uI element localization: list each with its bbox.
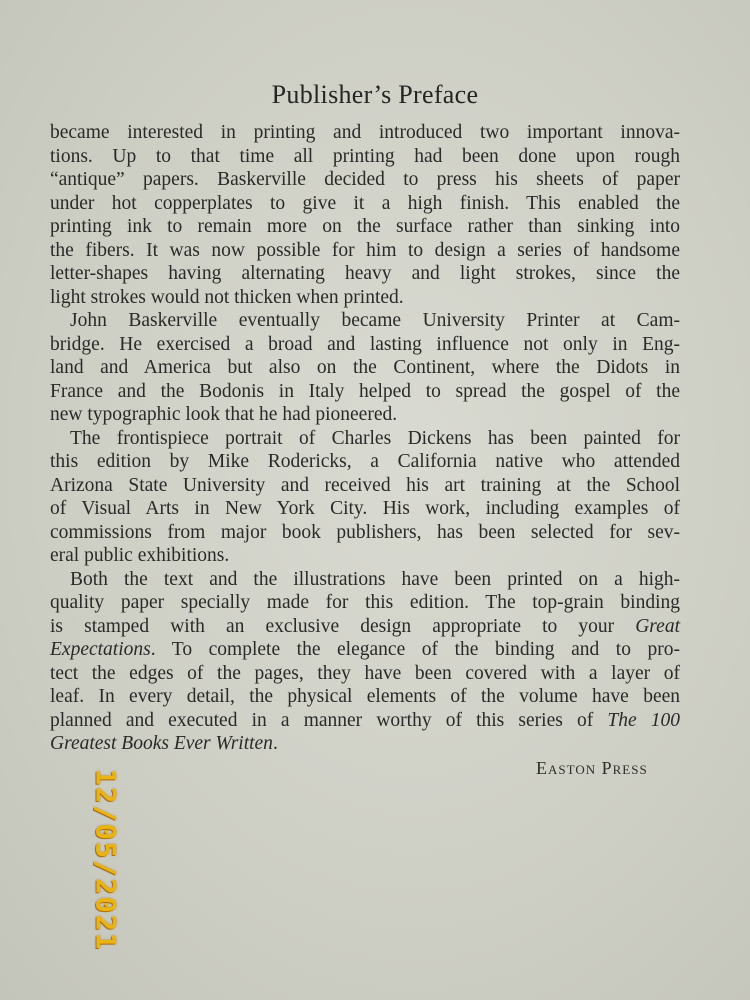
text-line [50,309,680,333]
text-line-content: leaf. In every detail, the physical elements of the volume have been [50,686,680,707]
italic-title-text: Great [635,615,680,637]
text-line [50,145,680,169]
text-line-content: France and the Bodonis in Italy helped to spread the gospel of the [50,380,680,402]
text-line [50,356,680,380]
italic-title-text: Greatest Books Ever Written [50,733,273,754]
text-line [50,638,680,662]
text-line [50,591,680,615]
publisher-signature: Easton Press [536,758,648,778]
italic-title-text: The 100 [607,709,681,731]
text-line-content: Arizona State University and received his art training at the School [50,474,680,496]
text-line [50,262,680,286]
text-line [50,474,680,498]
text-line [50,215,680,239]
date-stamp [80,768,130,952]
text-line [50,286,680,310]
text-line [50,121,680,145]
text-line [50,427,680,451]
text-line-content: became interested in printing and introduced two important innova- [50,122,680,143]
text-line-content: land and America but also on the Continent, where the Didots in [50,357,680,378]
text-line [50,521,680,545]
text-line [50,497,680,521]
text-line-content: under hot copperplates to give it a high finish. This enabled the [50,192,680,214]
text-line [50,239,680,263]
preface-body [50,121,680,756]
text-line [50,450,680,474]
text-line [50,192,680,216]
text-line-content: John Baskerville eventually became University Printer at Cam- [70,310,680,331]
text-line-content: new typographic look that he had pioneered. [50,404,398,425]
text-line-content: The frontispiece portrait of Charles Dickens has been painted for [70,427,680,449]
text-line-content: is stamped with an exclusive design appropriate to your [50,615,636,637]
text-line-content: this edition by Mike Rodericks, a California native who attended [50,451,680,472]
italic-title-text: Expectations [50,639,151,660]
page-title: Publisher’s Preface [271,80,479,109]
text-line-content: of Visual Arts in New York City. His work, including examples of [50,498,680,519]
text-line-content: commissions from major book publishers, has been selected for sev- [50,521,680,543]
text-line [50,685,680,709]
text-line [50,568,680,592]
text-line-content: tect the edges of the pages, they have been covered with a layer of [50,662,680,684]
text-line [50,403,680,427]
text-line-content: letter-shapes having alternating heavy and light strokes, since the [50,263,680,284]
text-line [50,380,680,404]
text-line [50,732,680,756]
text-line-content: the fibers. It was now possible for him to design a series of handsome [50,239,680,261]
text-line-content: light strokes would not thicken when printed. [50,286,404,308]
text-line-content: printing ink to remain more on the surface rather than sinking into [50,216,680,237]
text-line-content: . To complete the elegance of the binding and to pro- [150,639,680,660]
text-line-content: planned and executed in a manner worthy of this series of [50,709,608,731]
text-line [50,709,680,733]
text-line [50,662,680,686]
date-stamp-text: 12/05/2021 [89,768,121,952]
text-line-content: . [272,733,278,754]
text-line-content: Both the text and the illustrations have been printed on a high- [70,568,680,590]
text-line-content: eral public exhibitions. [50,545,230,566]
text-line [50,544,680,568]
text-line-content: quality paper specially made for this edition. The top-grain binding [50,592,680,613]
text-line [50,333,680,357]
text-line [50,615,680,639]
text-line-content: “antique” papers. Baskerville decided to press his sheets of paper [50,169,680,190]
text-line-content: bridge. He exercised a broad and lasting influence not only in Eng- [50,333,680,355]
text-line-content: tions. Up to that time all printing had been done upon rough [50,145,680,167]
text-line [50,168,680,192]
